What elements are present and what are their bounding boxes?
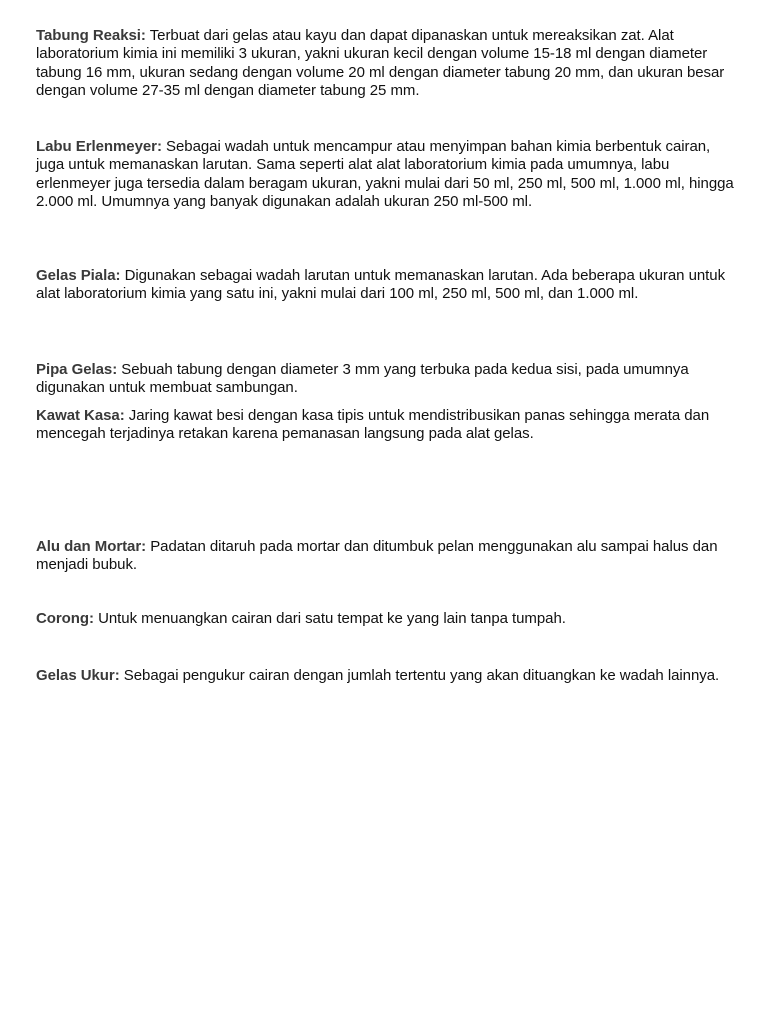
entry-description: Sebuah tabung dengan diameter 3 mm yang terbuka pada kedua sisi, pada umumnya digunakan untuk membuat sambungan. (36, 361, 689, 397)
entry-labu-erlenmeyer (36, 138, 736, 212)
entry-description: Terbuat dari gelas atau kayu dan dapat dipanaskan untuk mereaksikan zat. Alat laboratorium kimia ini memiliki 3 ukuran, yakni ukuran kecil dengan volume 15-18 ml dengan diameter tabung 16 mm, ukuran sedang dengan volume 20 ml dengan diameter tabung 20 mm, dan ukuran besar dengan volume 27-35 ml dengan diameter tabung 25 mm. (36, 27, 725, 100)
entry-description: Sebagai wadah untuk mencampur atau menyimpan bahan kimia berbentuk cairan, juga untuk memanaskan larutan. Sama seperti alat alat laboratorium kimia pada umumnya, labu erlenmeyer juga tersedia dalam beragam ukuran, yakni mulai dari 50 ml, 250 ml, 500 ml, 1.000 ml, hingga 2.000 ml. Umumnya yang banyak digunakan adalah ukuran 250 ml-500 ml. (36, 138, 734, 211)
entry-gelas-piala (36, 267, 736, 304)
entry-term: Corong: (36, 610, 94, 627)
entry-description: Padatan ditaruh pada mortar dan ditumbuk pelan menggunakan alu sampai halus dan menjadi bubuk. (36, 538, 718, 574)
entry-alu-dan-mortar (36, 538, 736, 575)
entry-description: Jaring kawat besi dengan kasa tipis untuk mendistribusikan panas sehingga merata dan mencegah terjadinya retakan karena pemanasan langsung pada alat gelas. (36, 407, 710, 443)
entry-term: Tabung Reaksi: (36, 27, 146, 44)
entry-description: Digunakan sebagai wadah larutan untuk memanaskan larutan. Ada beberapa ukuran untuk alat laboratorium kimia yang satu ini, yakni mulai dari 100 ml, 250 ml, 500 ml, dan 1.000 ml. (36, 267, 726, 303)
entry-gelas-ukur (36, 667, 736, 685)
entry-description: Untuk menuangkan cairan dari satu tempat ke yang lain tanpa tumpah. (98, 610, 566, 627)
entry-kawat-kasa (36, 407, 736, 444)
entry-term: Labu Erlenmeyer: (36, 138, 162, 155)
entry-term: Gelas Piala: (36, 267, 121, 284)
entry-description: Sebagai pengukur cairan dengan jumlah tertentu yang akan dituangkan ke wadah lainnya. (123, 667, 720, 684)
entry-term: Pipa Gelas: (36, 361, 118, 378)
entry-term: Kawat Kasa: (36, 407, 125, 424)
entry-corong (36, 610, 736, 628)
entry-term: Gelas Ukur: (36, 667, 120, 684)
entry-pipa-gelas (36, 361, 736, 398)
entry-tabung-reaksi (36, 27, 736, 101)
entry-term: Alu dan Mortar: (36, 538, 147, 555)
